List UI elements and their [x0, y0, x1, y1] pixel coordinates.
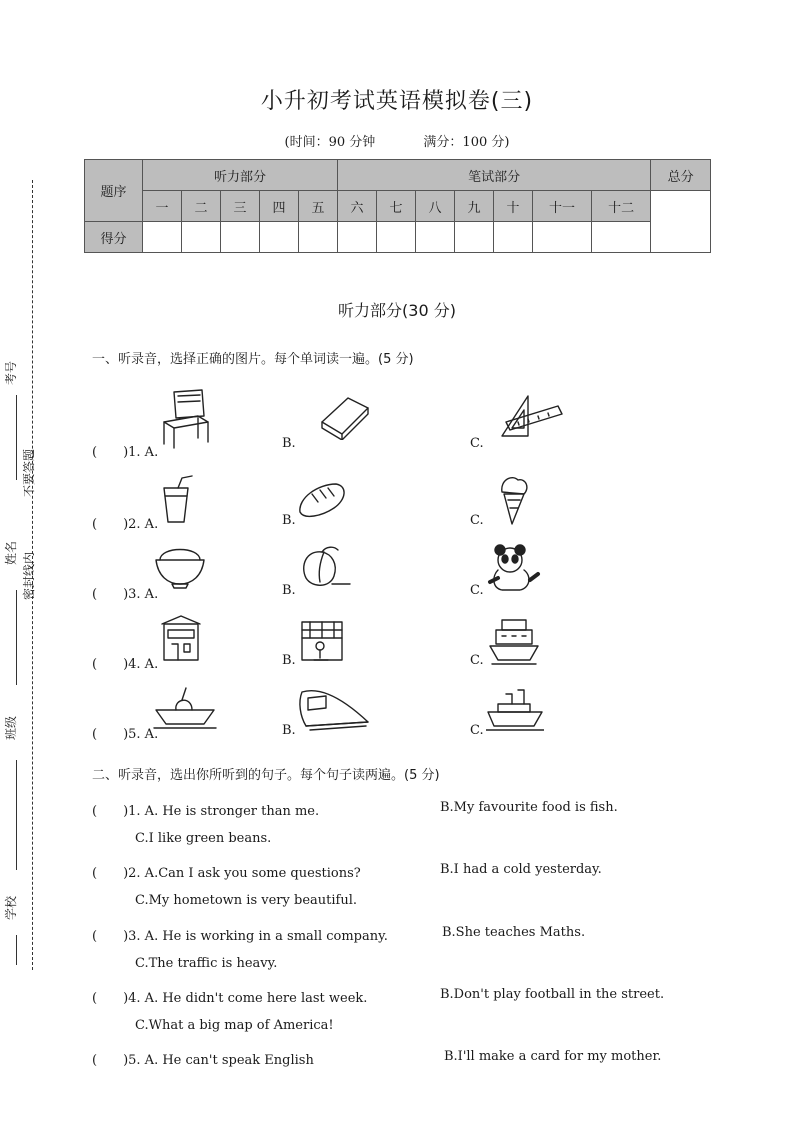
col-5: 五 — [299, 191, 338, 222]
p1-q1-b: B. — [282, 436, 296, 451]
label-xuexiao: 学校 — [4, 895, 18, 920]
col-8: 八 — [416, 191, 455, 222]
col-4: 四 — [260, 191, 299, 222]
total-score-cell[interactable] — [651, 191, 711, 253]
row-defen: 得分 — [85, 222, 143, 253]
p2-q2-a: ( )2. A.Can I ask you some questions? — [92, 866, 361, 881]
ship-icon — [486, 686, 544, 732]
juice-glass-icon — [160, 474, 196, 524]
col-2: 二 — [182, 191, 221, 222]
p2-q3-c: C.The traffic is heavy. — [135, 956, 278, 971]
label-mifeng: 密封线内 — [22, 551, 36, 600]
label-kaohao: 考号 — [4, 360, 18, 385]
score-cell-10[interactable] — [494, 222, 533, 253]
score-cell-12[interactable] — [592, 222, 651, 253]
ship-building-icon — [488, 616, 540, 666]
header-listening: 听力部分 — [143, 160, 338, 191]
col-1: 一 — [143, 191, 182, 222]
p2-q3-b: B.She teaches Maths. — [442, 925, 586, 940]
score-cell-4[interactable] — [260, 222, 299, 253]
listening-section-title: 听力部分(30 分) — [338, 301, 456, 320]
col-10: 十 — [494, 191, 533, 222]
p2-q5-b: B.I'll make a card for my mother. — [444, 1049, 662, 1064]
header-total: 总分 — [651, 160, 711, 191]
p1-q5-c: C. — [470, 723, 484, 738]
label-xingming: 姓名 — [4, 540, 18, 565]
p2-q1-a: ( )1. A. He is stronger than me. — [92, 804, 320, 819]
score-cell-1[interactable] — [143, 222, 182, 253]
kaohao-fill-line — [16, 395, 17, 480]
p1-q3-b: B. — [282, 583, 296, 598]
banji-fill-line — [16, 760, 17, 870]
col-12: 十二 — [592, 191, 651, 222]
eraser-icon — [318, 394, 372, 440]
panda-icon — [486, 544, 542, 594]
p2-q1-b: B.My favourite food is fish. — [440, 800, 618, 815]
p1-q4-b: B. — [282, 653, 296, 668]
p1-q5-stem: ( )5. A. — [92, 727, 159, 742]
exam-full-score: 满分：100 分) — [423, 135, 510, 150]
rice-bowl-icon — [152, 542, 208, 590]
p1-q1-stem: ( )1. A. — [92, 445, 159, 460]
col-11: 十一 — [533, 191, 592, 222]
p2-q2-c: C.My hometown is very beautiful. — [135, 893, 357, 908]
score-cell-6[interactable] — [338, 222, 377, 253]
p2-q5-a: ( )5. A. He can't speak English — [92, 1053, 314, 1068]
header-writing: 笔试部分 — [338, 160, 651, 191]
exam-subtitle — [0, 131, 794, 150]
p1-q2-c: C. — [470, 513, 484, 528]
restaurant-icon — [158, 614, 204, 662]
p1-q4-stem: ( )4. A. — [92, 657, 159, 672]
boat-icon — [152, 686, 218, 730]
exam-title: 小升初考试英语模拟卷(三) — [260, 89, 534, 114]
p2-q4-c: C.What a big map of America! — [135, 1018, 334, 1033]
label-banji: 班级 — [4, 715, 18, 740]
p2-q4-b: B.Don't play football in the street. — [440, 987, 665, 1002]
score-cell-2[interactable] — [182, 222, 221, 253]
header-tihao: 题序 — [85, 160, 143, 222]
chair-icon — [158, 388, 212, 450]
score-cell-5[interactable] — [299, 222, 338, 253]
p2-q1-c: C.I like green beans. — [135, 831, 272, 846]
label-buyao-dati: 不要答题 — [22, 448, 36, 497]
p2-q2-b: B.I had a cold yesterday. — [440, 862, 602, 877]
market-icon — [298, 616, 346, 664]
p1-q3-stem: ( )3. A. — [92, 587, 159, 602]
col-6: 六 — [338, 191, 377, 222]
bread-icon — [296, 480, 348, 520]
ruler-set-icon — [498, 392, 566, 442]
xingming-fill-line — [16, 590, 17, 685]
score-cell-3[interactable] — [221, 222, 260, 253]
p1-q2-stem: ( )2. A. — [92, 517, 159, 532]
ice-cream-icon — [496, 474, 532, 526]
col-3: 三 — [221, 191, 260, 222]
p1-q2-b: B. — [282, 513, 296, 528]
part1-heading: 一、听录音，选择正确的图片。每个单词读一遍。(5 分) — [92, 352, 414, 367]
score-table — [84, 159, 711, 253]
p1-q3-c: C. — [470, 583, 484, 598]
score-cell-8[interactable] — [416, 222, 455, 253]
exam-time: (时间：90 分钟 — [284, 135, 376, 150]
peach-icon — [296, 544, 354, 592]
p1-q5-b: B. — [282, 723, 296, 738]
score-cell-7[interactable] — [377, 222, 416, 253]
part2-heading: 二、听录音，选出你所听到的句子。每个句子读两遍。(5 分) — [92, 768, 440, 783]
col-9: 九 — [455, 191, 494, 222]
p1-q1-c: C. — [470, 436, 484, 451]
train-icon — [296, 686, 372, 734]
score-cell-9[interactable] — [455, 222, 494, 253]
col-7: 七 — [377, 191, 416, 222]
p2-q3-a: ( )3. A. He is working in a small company. — [92, 929, 388, 944]
p2-q4-a: ( )4. A. He didn't come here last week. — [92, 991, 368, 1006]
xuexiao-fill-line — [16, 935, 17, 965]
p1-q4-c: C. — [470, 653, 484, 668]
score-cell-11[interactable] — [533, 222, 592, 253]
